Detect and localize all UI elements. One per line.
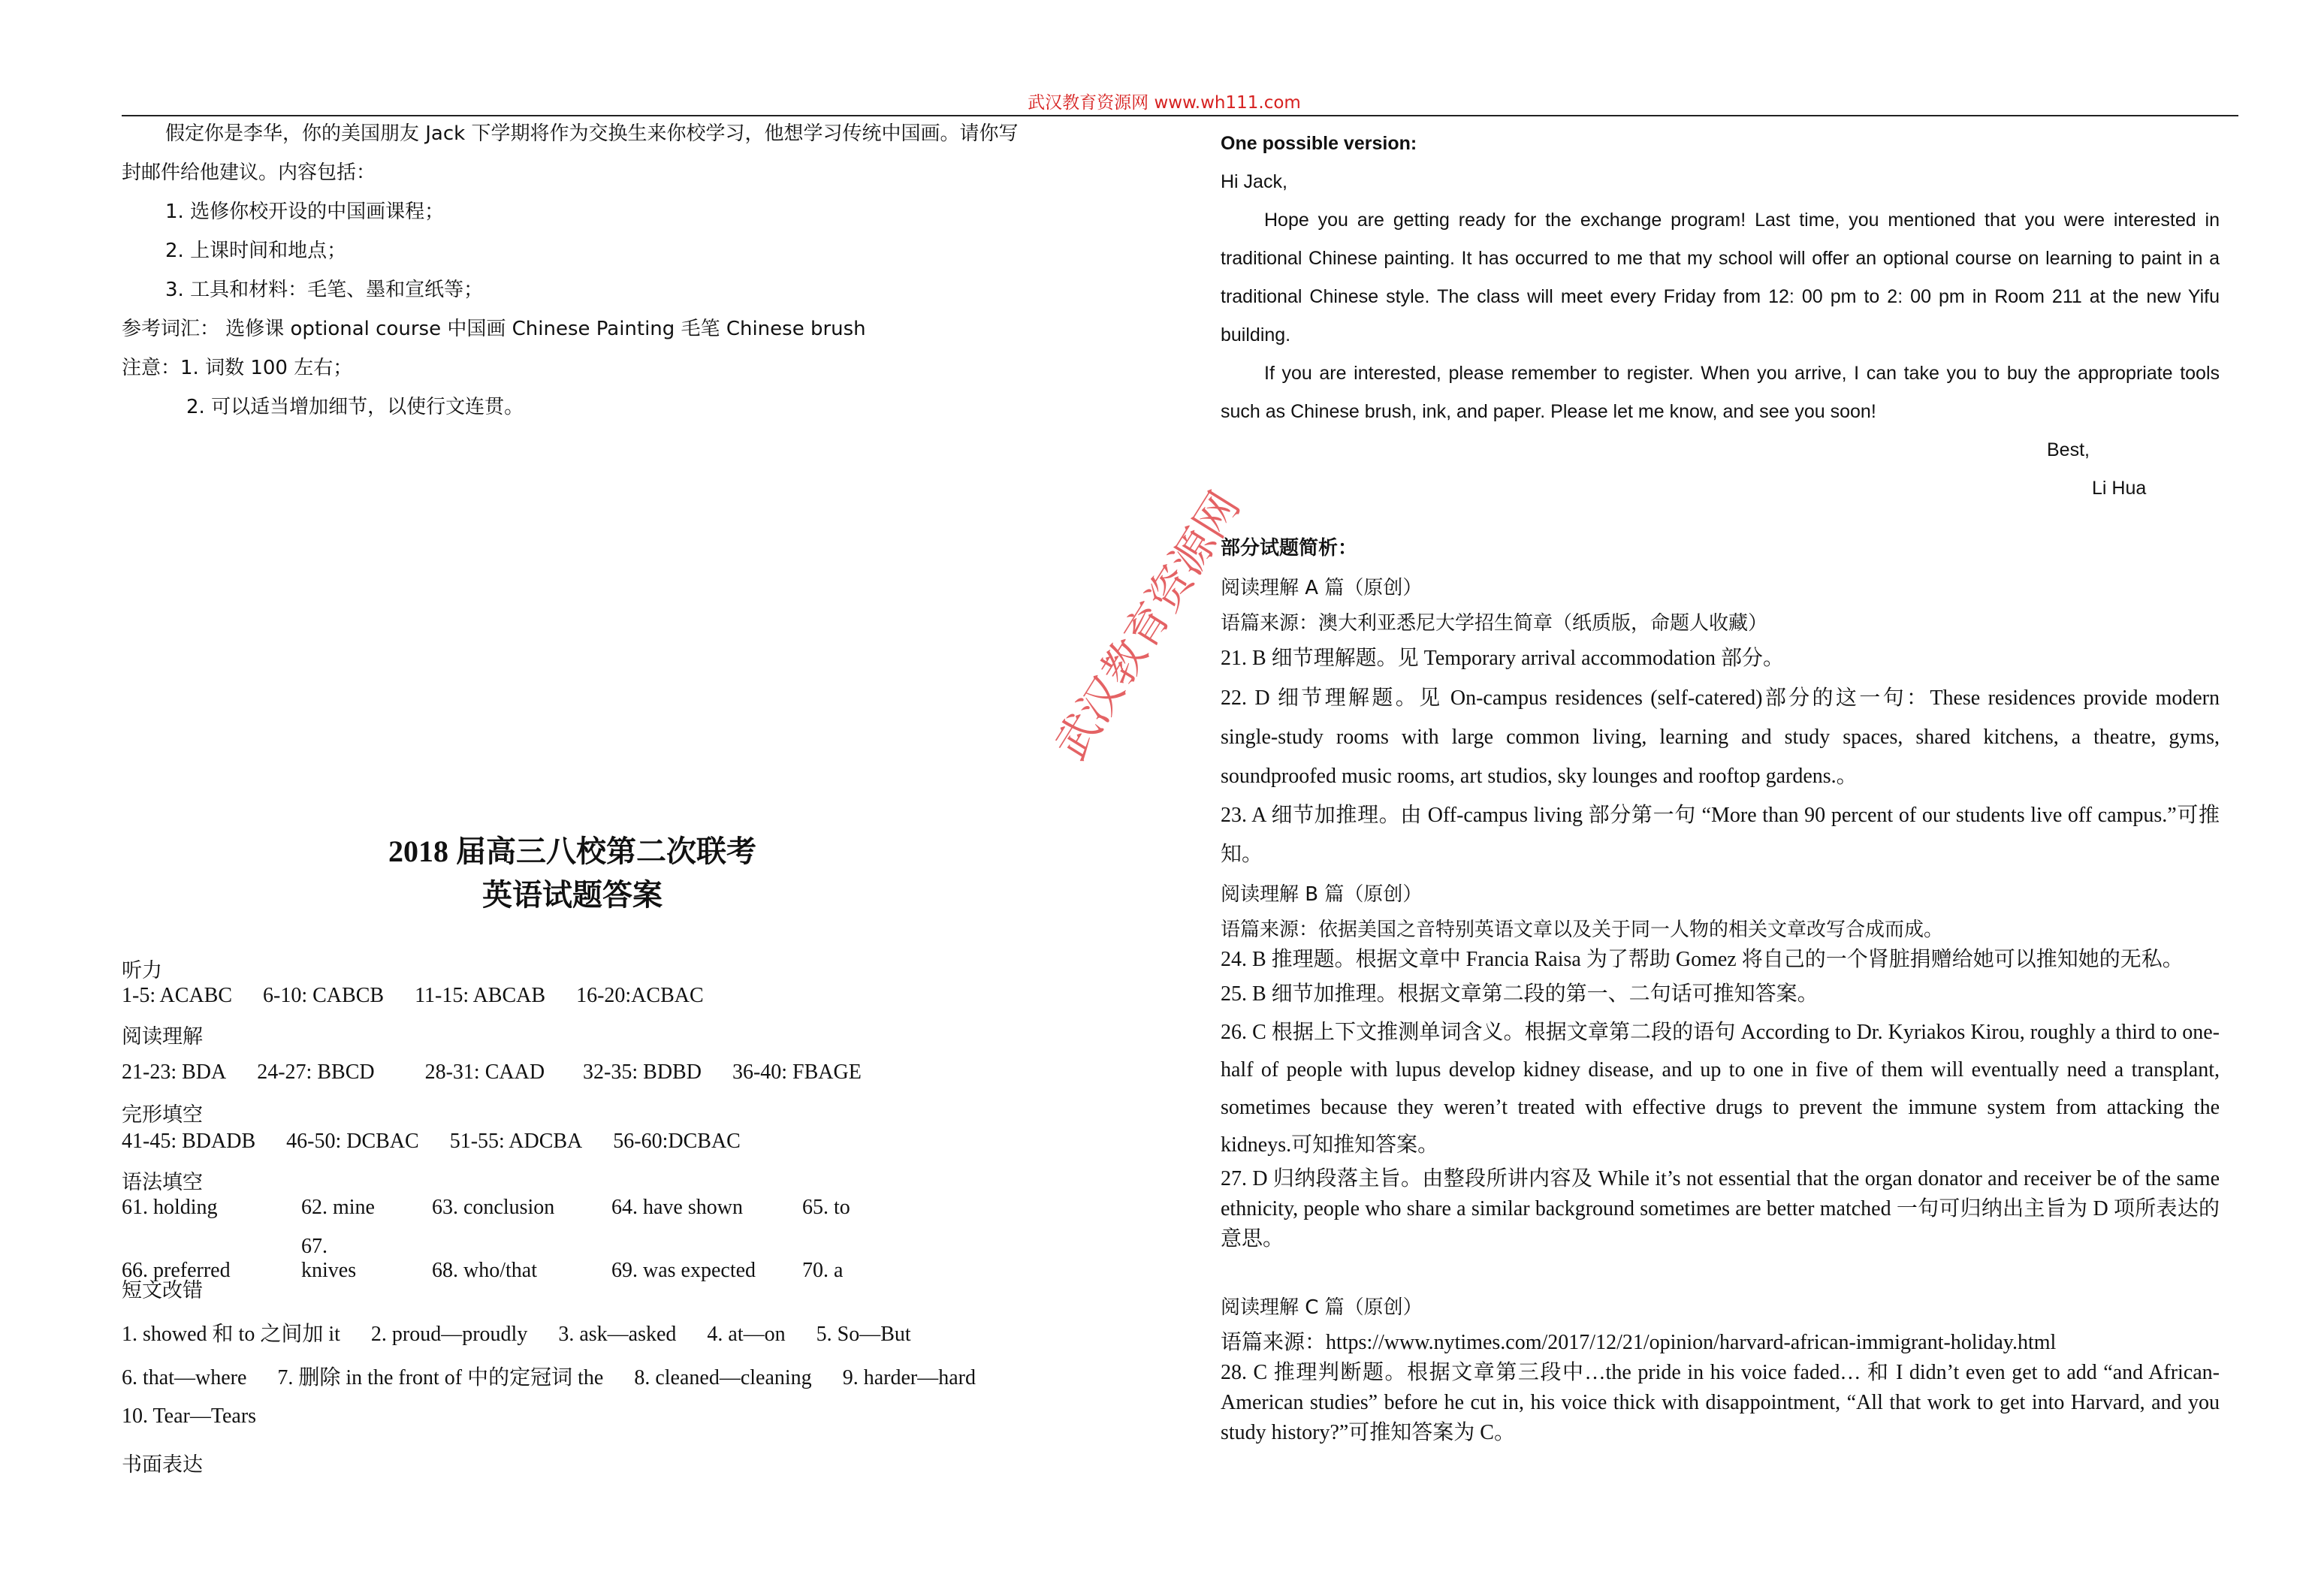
reading-group: 36-40: FBAGE [732,1060,862,1084]
listening-group: 1-5: ACABC [122,984,233,1007]
cloze-label: 完形填空 [122,1103,203,1127]
correction-item: 3. ask—asked [558,1323,677,1346]
answer-title [122,830,1023,917]
grammar-label: 语法填空 [122,1171,203,1194]
reading-group: 21-23: BDA [122,1060,227,1084]
analysis-q27: 27. D 归纳段落主旨。由整段所讲内容及 While it’s not essential that the organ donator and receiver be of the same ethnicity, people who share a similar background sometimes are better matched 一句可归纳出主旨为 D 项所表达的意思。 [1221,1167,2220,1251]
letter-signature: Li Hua [2092,478,2147,499]
correction-item: 1. showed 和 to 之间加 it [122,1323,340,1346]
section-c-title: 阅读理解 C 篇（原创） [1221,1296,1423,1319]
analysis-q22: 22. D 细节理解题。见 On-campus residences (self-catered)部分的这一句：These residences provide modern single-study rooms with large common living, learning and study spaces, shared kitchens, a theatre, gyms, soundproofed music rooms, art studios, sky lounges and rooftop gardens.。 [1221,686,2220,788]
section-b-title: 阅读理解 B 篇（原创） [1221,883,1423,906]
analysis-q25: 25. B 细节加推理。根据文章第二段的第一、二句话可推知答案。 [1221,982,1819,1006]
correction-item: 7. 删除 in the front of 中的定冠词 the [277,1366,604,1389]
grammar-answer: 69. was expected [611,1259,756,1282]
letter-closing: Best, [2047,439,2090,460]
correction-label: 短文改错 [122,1279,203,1302]
section-a-source: 语篇来源：澳大利亚悉尼大学招生简章（纸质版，命题人收藏） [1221,612,1768,635]
cloze-group: 56-60:DCBAC [613,1130,741,1153]
writing-label: 书面表达 [122,1453,203,1477]
grammar-answer: 68. who/that [432,1259,537,1282]
grammar-answers-row2 [122,1235,1128,1282]
task-item-2: 2. 上课时间和地点； [165,240,347,262]
grammar-answer: 67. knives [301,1235,357,1282]
cloze-group: 41-45: BDADB [122,1130,256,1153]
task-prompt-line1: 假定你是李华，你的美国朋友 Jack 下学期将作为交换生来你校学习，他想学习传统中国画。请你写 [165,122,1019,145]
letter-paragraph-1: Hope you are getting ready for the exchange program! Last time, you mentioned that you were interested in traditional Chinese painting. It has occurred to me that my school will offer an optional course on learning to paint in a traditional Chinese style. The class will meet every Friday from 12: 00 pm to 2: 00 pm in Room 211 at the new Yifu building. [1221,210,2220,345]
cloze-answers [122,1130,1128,1166]
correction-item: 10. Tear—Tears [122,1404,257,1428]
analysis-q24: 24. B 推理题。根据文章中 Francia Raisa 为了帮助 Gomez 将自己的一个肾脏捐赠给她可以推知她的无私。 [1221,948,2184,971]
cloze-group: 46-50: DCBAC [286,1130,419,1153]
sample-letter [1221,125,2220,508]
correction-row1 [122,1317,1128,1361]
section-a-title: 阅读理解 A 篇（原创） [1221,577,1423,599]
analysis-q23: 23. A 细节加推理。由 Off-campus living 部分第一句 “More than 90 percent of our students live off campus.”可推知。 [1221,804,2220,866]
listening-label: 听力 [122,959,162,982]
task-note-2: 2. 可以适当增加细节，以使行文连贯。 [186,396,524,418]
analysis-q26: 26. C 根据上下文推测单词含义。根据文章第二段的语句 According to Dr. Kyriakos Kirou, roughly a third to one-half of people with lupus develop kidney disease, and up to one in five of them will eventually need a transplant, sometimes because they weren’t treated with effective drugs to prevent the immune system from attacking the kidneys.可知推知答案。 [1221,1021,2220,1157]
listening-group: 16-20:ACBAC [576,984,704,1007]
reading-answers [122,1060,1128,1098]
correction-item: 4. at—on [707,1323,786,1346]
section-b-source: 语篇来源：依据美国之音特别英语文章以及关于同一人物的相关文章改写合成而成。 [1221,919,1944,941]
listening-group: 11-15: ABCAB [415,984,546,1007]
reading-group: 24-27: BBCD [257,1060,375,1084]
answer-title-line2: 英语试题答案 [482,878,663,912]
listening-answers [122,984,1128,1020]
correction-row3 [122,1404,1128,1448]
correction-item: 6. that—where [122,1366,247,1389]
listening-group: 6-10: CABCB [263,984,385,1007]
analysis [1221,529,2220,1448]
correction-item: 9. harder—hard [842,1366,976,1389]
letter-heading: One possible version: [1221,133,1417,154]
grammar-answers-row1 [122,1196,1128,1235]
answer-title-line1: 2018 届高三八校第二次联考 [388,834,756,868]
analysis-q21: 21. B 细节理解题。见 Temporary arrival accommodation 部分。 [1221,647,1784,670]
grammar-answer: 61. holding [122,1196,218,1219]
grammar-answer: 66. preferred [122,1259,231,1282]
writing-task [122,114,1128,427]
cloze-group: 51-55: ADCBA [449,1130,583,1153]
grammar-answer: 62. mine [301,1196,375,1219]
grammar-answer: 70. a [802,1259,844,1282]
task-note-1: 注意：1. 词数 100 左右； [122,357,353,379]
analysis-q28: 28. C 推理判断题。根据文章第三段中…the pride in his voice faded… 和 I didn’t even get to add “and African-American studies” before he cut in, his voice thick with disappointment, “All that work to get into Harvard, and you study history?”可推知答案为 C。 [1221,1361,2220,1444]
task-vocab: 参考词汇： 选修课 optional course 中国画 Chinese Painting 毛笔 Chinese brush [122,318,866,340]
section-c-source: 语篇来源：https://www.nytimes.com/2017/12/21/opinion/harvard-african-immigrant-holiday.html [1221,1331,2057,1354]
correction-item: 2. proud—proudly [370,1323,528,1346]
correction-item: 5. So—But [816,1323,911,1346]
reading-group: 28-31: CAAD [424,1060,545,1084]
correction-row2 [122,1361,1128,1404]
task-prompt-line2: 封邮件给他建议。内容包括： [122,161,376,184]
analysis-heading: 部分试题简析： [1221,537,1358,560]
letter-paragraph-2: If you are interested, please remember to register. When you arrive, I can take you to buy the appropriate tools such as Chinese brush, ink, and paper. Please let me know, and see you soon! [1221,363,2220,422]
grammar-answer: 64. have shown [611,1196,743,1219]
task-item-3: 3. 工具和材料：毛笔、墨和宣纸等； [165,279,484,301]
answer-key [122,954,1128,1477]
spacer [1221,1254,2220,1287]
grammar-answer: 63. conclusion [432,1196,555,1219]
watermark: 武汉教育资源网 [1045,482,1250,768]
grammar-answer: 65. to [802,1196,850,1219]
reading-label: 阅读理解 [122,1025,203,1048]
letter-greeting: Hi Jack, [1221,171,1287,192]
correction-item: 8. cleaned—cleaning [634,1366,812,1389]
reading-group: 32-35: BDBD [583,1060,702,1084]
task-item-1: 1. 选修你校开设的中国画课程； [165,201,445,223]
site-header: 武汉教育资源网 www.wh111.com [1028,93,1301,113]
